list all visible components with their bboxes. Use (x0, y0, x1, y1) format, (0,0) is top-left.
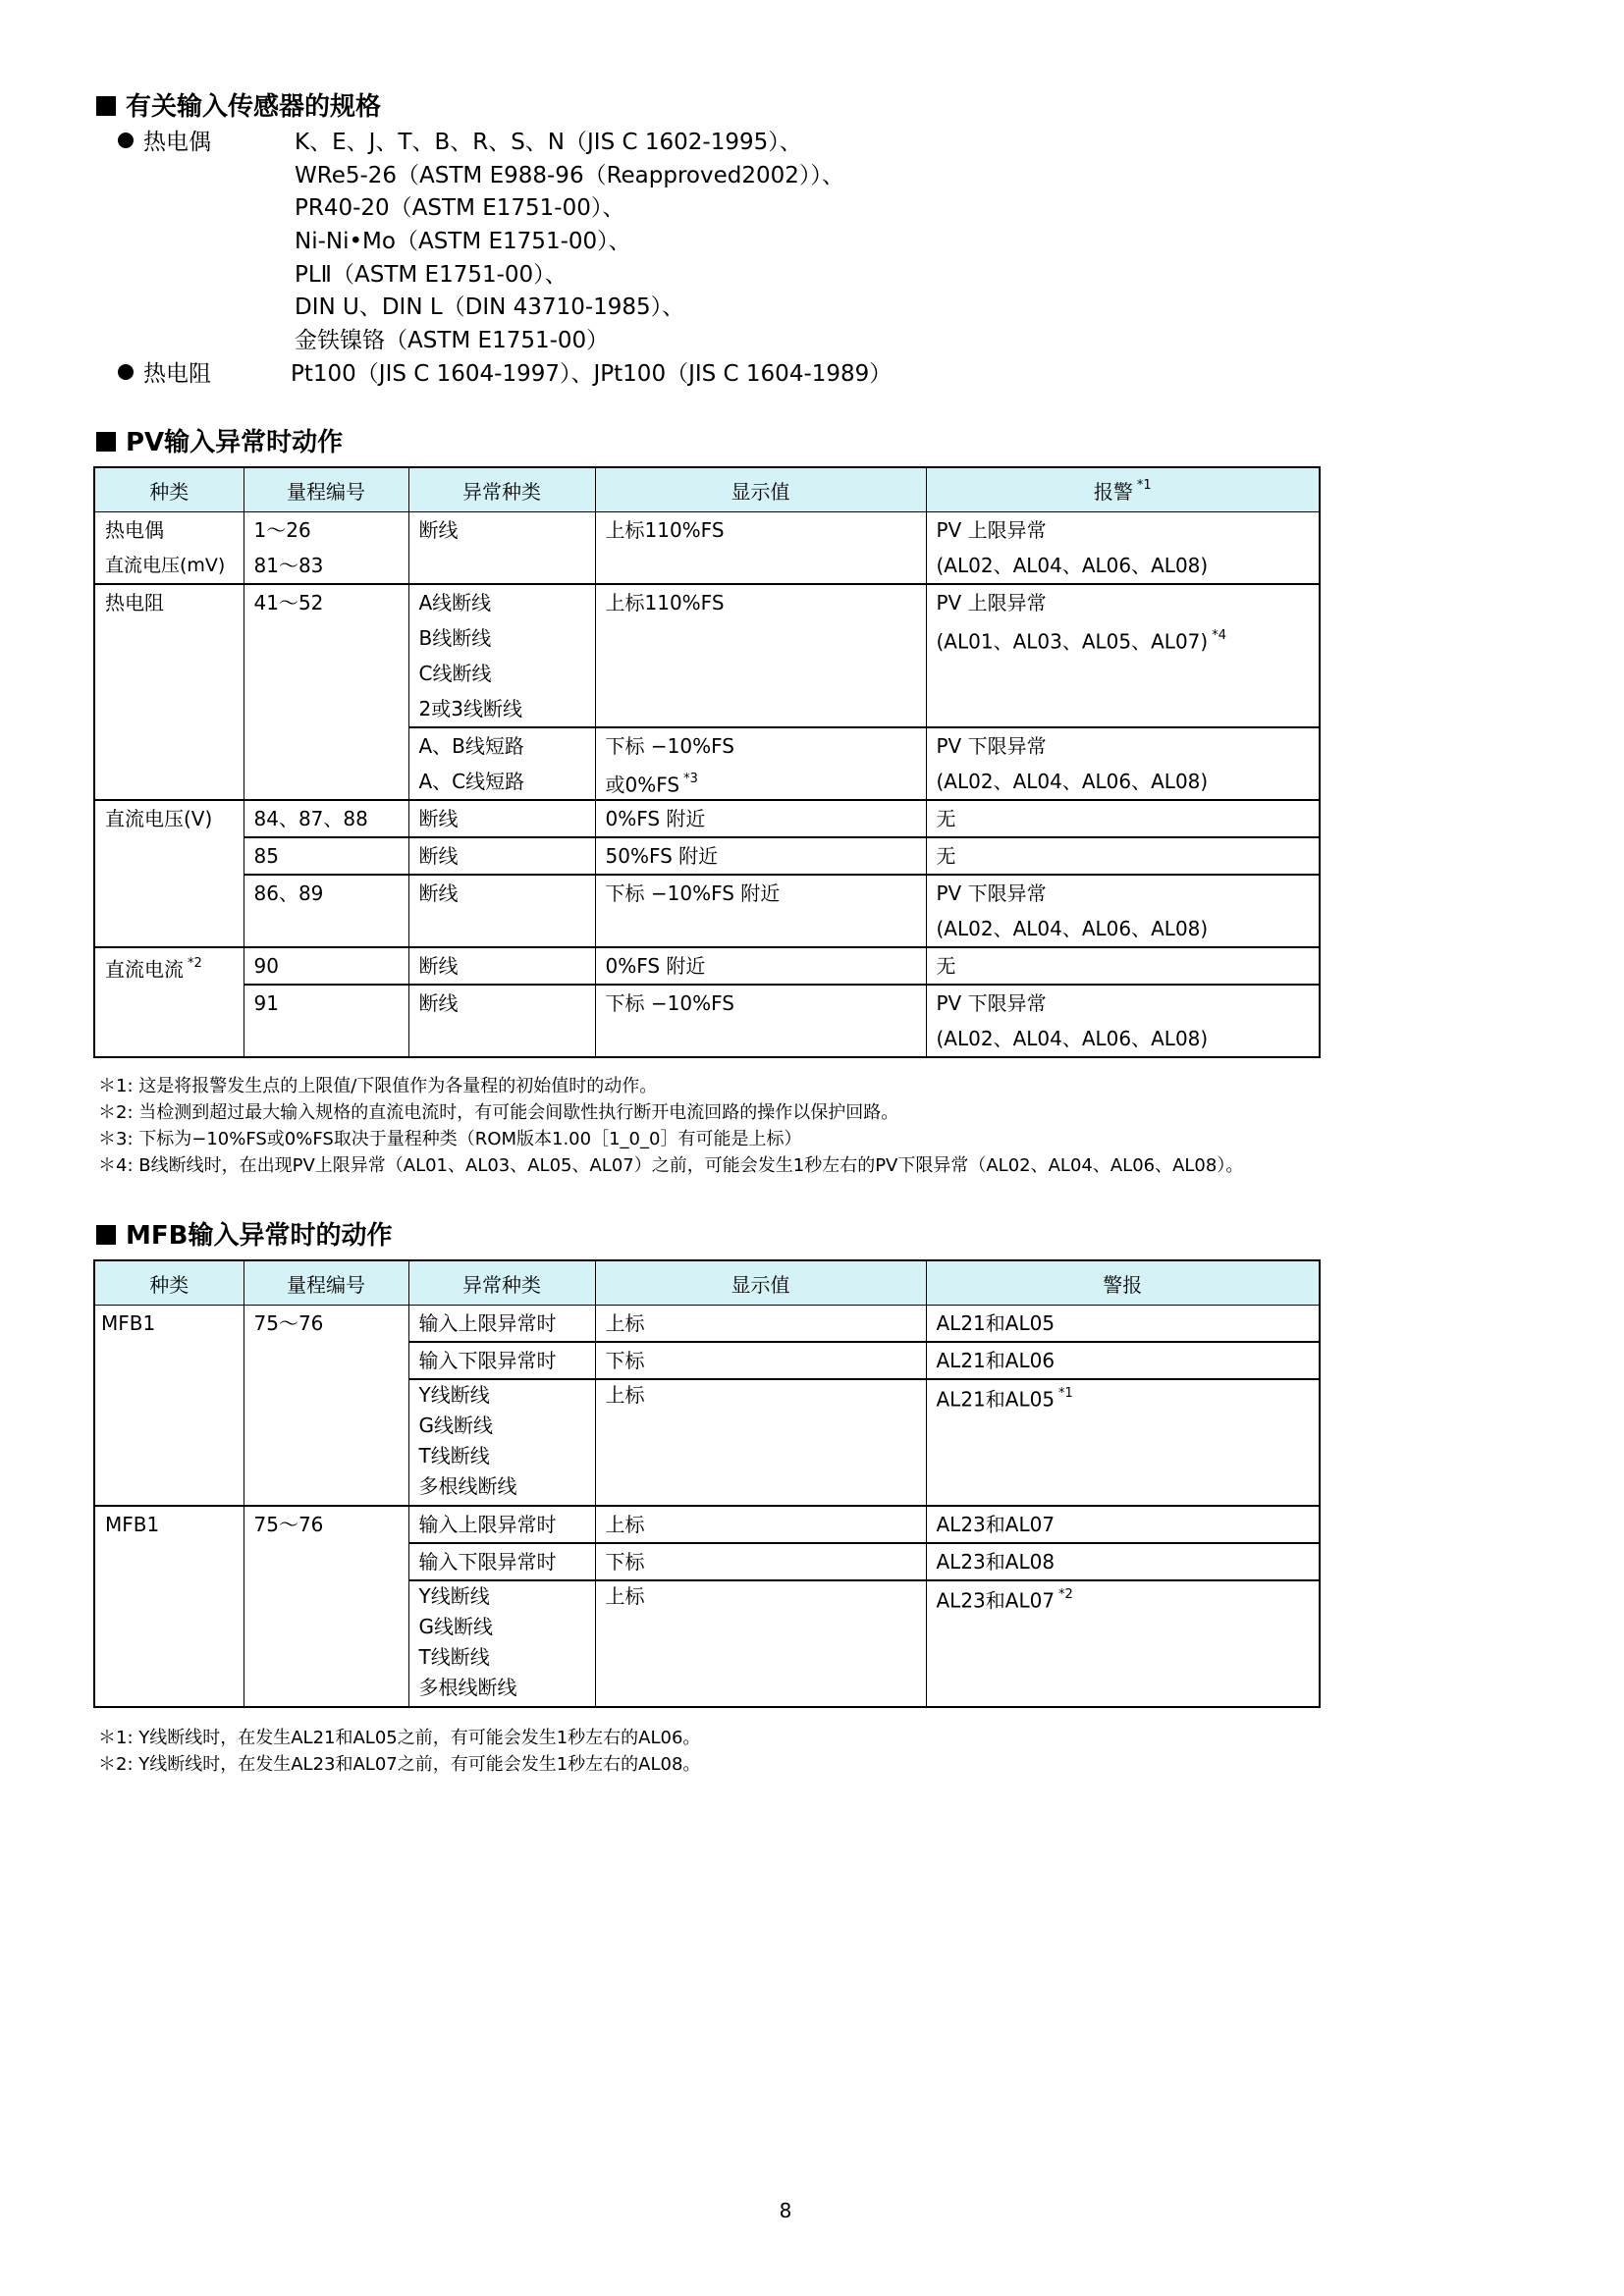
alarm-text: PV 下限异常 (936, 991, 1047, 1015)
display-text: 或0%FS (605, 773, 680, 797)
error-text: 多根线断线 (418, 1474, 517, 1498)
thermocouple-spec-line: Ni-Ni•Mo（ASTM E1751-00）、 (295, 229, 631, 254)
error-text: 输入上限异常时 (418, 1513, 557, 1536)
range-cell (244, 947, 408, 985)
alarm-cell (926, 1506, 1320, 1543)
mfb-error-table (93, 1259, 1321, 1708)
error-text: 输入下限异常时 (418, 1349, 557, 1372)
footnote: ＊1: 这是将报警发生点的上限值/下限值作为各量程的初始值时的动作。 (98, 1076, 658, 1096)
error-text: Y线断线 (418, 1584, 490, 1608)
type-cell (94, 947, 244, 1057)
display-text: 下标 −10%FS 附近 (605, 881, 781, 905)
alarm-text: AL23和AL07 (936, 1513, 1056, 1536)
error-cell (408, 1306, 595, 1343)
alarm-line (937, 620, 1310, 656)
type-text: MFB1 (105, 1513, 160, 1536)
range-cell (244, 584, 408, 800)
error-text: 输入上限异常时 (418, 1311, 557, 1335)
error-text: 输入下限异常时 (418, 1550, 557, 1574)
error-cell (408, 1379, 595, 1506)
type-text: 热电偶 (105, 518, 164, 542)
error-cell (408, 584, 595, 727)
alarm-text: PV 上限异常 (936, 591, 1047, 614)
alarm-text: PV 下限异常 (936, 734, 1047, 758)
square-bullet-icon (96, 96, 116, 116)
table-row (94, 1306, 1320, 1343)
table-row (94, 985, 1320, 1057)
square-bullet-icon (96, 432, 116, 452)
range-text: 1～26 (253, 518, 311, 542)
range-cell (244, 800, 408, 837)
type-text: 直流电流 (105, 957, 184, 982)
thermocouple-spec-line: K、E、J、T、B、R、S、N（JIS C 1602-1995）、 (295, 130, 802, 155)
square-bullet-icon (96, 1225, 116, 1245)
table-header-row (94, 467, 1320, 512)
footnote: ＊1: Y线断线时，在发生AL21和AL05之前，有可能会发生1秒左右的AL06。 (98, 1728, 701, 1748)
header-type: 种类 (94, 1260, 244, 1306)
note-mark: *1 (1136, 477, 1152, 493)
display-cell (595, 985, 926, 1057)
alarm-cell (926, 1580, 1320, 1707)
pv-table-title-text: PV输入异常时动作 (126, 428, 344, 457)
display-cell (595, 1506, 926, 1543)
note-mark: *2 (1058, 1587, 1073, 1602)
header-type: 种类 (94, 467, 244, 512)
display-cell (595, 584, 926, 727)
alarm-cell (926, 1379, 1320, 1506)
note-mark: *3 (683, 772, 698, 786)
alarm-text: AL23和AL08 (936, 1550, 1056, 1574)
type-cell (94, 584, 244, 800)
alarm-text: (AL01、AL03、AL05、AL07) (936, 629, 1209, 654)
table-row (94, 947, 1320, 985)
error-text: 2或3线断线 (418, 697, 522, 721)
error-cell (408, 727, 595, 800)
alarm-cell (926, 837, 1320, 875)
range-cell (244, 1506, 408, 1707)
range-cell (244, 837, 408, 875)
type-text: 热电阻 (105, 591, 164, 614)
alarm-text: (AL02、AL04、AL06、AL08) (936, 1027, 1209, 1050)
footnote: ＊4: B线断线时，在出现PV上限异常（AL01、AL03、AL05、AL07）之前，可能会发生1秒左右的PV下限异常（AL02、AL04、AL06、AL08）。 (98, 1155, 1244, 1176)
alarm-text: 无 (936, 954, 956, 978)
display-cell (595, 875, 926, 947)
alarm-text: PV 下限异常 (936, 881, 1047, 905)
thermocouple-label (118, 128, 211, 157)
rtd-label-text: 热电阻 (143, 361, 211, 387)
range-text: 41～52 (253, 591, 324, 614)
sensor-spec-title (96, 90, 381, 124)
sensor-spec-title-text: 有关输入传感器的规格 (126, 92, 382, 122)
display-text: 上标 (605, 1584, 645, 1608)
note-mark: *2 (188, 956, 202, 971)
type-cell (94, 1506, 244, 1707)
display-text: 上标110%FS (605, 518, 725, 542)
error-cell (408, 837, 595, 875)
display-cell (595, 512, 926, 585)
thermocouple-spec-line: PLⅡ（ASTM E1751-00）、 (295, 262, 568, 288)
thermocouple-spec-line: 金铁镍铬（ASTM E1751-00） (295, 328, 610, 353)
header-alarm-text: 报警 (1093, 479, 1133, 504)
display-text: 上标 (605, 1383, 645, 1407)
display-cell (595, 947, 926, 985)
type-text: 直流电压(mV) (105, 555, 226, 576)
display-line (606, 764, 916, 799)
table-row (94, 837, 1320, 875)
header-range: 量程编号 (244, 467, 408, 512)
alarm-text: AL21和AL05 (936, 1387, 1056, 1412)
error-text: 断线 (418, 518, 459, 542)
alarm-text: (AL02、AL04、AL06、AL08) (936, 770, 1209, 793)
alarm-cell (926, 875, 1320, 947)
note-mark: *4 (1212, 628, 1226, 643)
alarm-text: 无 (936, 844, 956, 868)
thermocouple-label-text: 热电偶 (143, 130, 211, 155)
error-cell (408, 985, 595, 1057)
error-text: C线断线 (418, 662, 492, 685)
error-cell (408, 875, 595, 947)
header-error: 异常种类 (408, 467, 595, 512)
error-cell (408, 512, 595, 585)
alarm-text: AL21和AL06 (936, 1349, 1056, 1372)
error-text: G线断线 (418, 1615, 493, 1638)
display-text: 上标 (605, 1513, 645, 1536)
type-text: 直流电压(V) (105, 807, 213, 830)
error-text: Y线断线 (418, 1383, 490, 1407)
alarm-line (937, 1380, 1310, 1411)
alarm-text: (AL02、AL04、AL06、AL08) (936, 917, 1209, 940)
error-text: 断线 (418, 807, 459, 830)
type-text: MFB1 (101, 1311, 156, 1335)
pv-table-title (96, 426, 343, 459)
display-text: 下标 (605, 1550, 645, 1574)
alarm-cell (926, 727, 1320, 800)
range-text: 75～76 (253, 1311, 324, 1335)
round-bullet-icon (118, 133, 134, 148)
alarm-cell (926, 985, 1320, 1057)
display-text: 上标 (605, 1311, 645, 1335)
header-error: 异常种类 (408, 1260, 595, 1306)
type-line (105, 948, 234, 984)
display-cell (595, 1580, 926, 1707)
display-text: 下标 −10%FS (605, 734, 734, 758)
table-row (94, 512, 1320, 585)
mfb-table-title-text: MFB输入异常时的动作 (126, 1221, 393, 1251)
mfb-table-title (96, 1219, 392, 1253)
range-cell (244, 512, 408, 585)
table-row (94, 1506, 1320, 1543)
range-text: 91 (253, 991, 279, 1015)
display-cell (595, 800, 926, 837)
alarm-cell (926, 800, 1320, 837)
round-bullet-icon (118, 364, 134, 380)
display-cell (595, 727, 926, 800)
alarm-cell (926, 1543, 1320, 1580)
error-cell (408, 1506, 595, 1543)
display-cell (595, 1342, 926, 1379)
error-text: 断线 (418, 954, 459, 978)
header-display: 显示值 (595, 467, 926, 512)
alarm-line (937, 1581, 1310, 1612)
display-text: 下标 −10%FS (605, 991, 734, 1015)
error-text: 断线 (418, 881, 459, 905)
table-row (94, 584, 1320, 727)
display-text: 上标110%FS (605, 591, 725, 614)
error-text: A、C线短路 (418, 770, 525, 793)
alarm-text: PV 上限异常 (936, 518, 1047, 542)
display-cell (595, 1306, 926, 1343)
alarm-text: AL21和AL05 (936, 1311, 1056, 1335)
alarm-cell (926, 1342, 1320, 1379)
range-text: 75～76 (253, 1513, 324, 1536)
error-text: G线断线 (418, 1414, 493, 1437)
alarm-text: AL23和AL07 (936, 1588, 1056, 1613)
range-text: 81～83 (253, 554, 324, 577)
display-text: 50%FS 附近 (605, 844, 719, 868)
footnote: ＊2: 当检测到超过最大输入规格的直流电流时，有可能会间歇性执行断开电流回路的操作以保护回路。 (98, 1102, 899, 1123)
error-text: 断线 (418, 991, 459, 1015)
note-mark: *1 (1058, 1386, 1073, 1401)
range-text: 84、87、88 (253, 807, 368, 830)
thermocouple-spec-line: DIN U、DIN L（DIN 43710-1985）、 (295, 294, 685, 320)
error-cell (408, 1543, 595, 1580)
header-display: 显示值 (595, 1260, 926, 1306)
header-alarm: 警报 (926, 1260, 1320, 1306)
error-text: T线断线 (418, 1645, 490, 1669)
display-cell (595, 1543, 926, 1580)
error-cell (408, 800, 595, 837)
error-text: T线断线 (418, 1444, 490, 1468)
error-cell (408, 1580, 595, 1707)
display-cell (595, 1379, 926, 1506)
alarm-cell (926, 947, 1320, 985)
display-text: 0%FS 附近 (605, 807, 706, 830)
alarm-text: (AL02、AL04、AL06、AL08) (936, 554, 1209, 577)
footnote: ＊3: 下标为−10%FS或0%FS取决于量程种类（ROM版本1.00［1_0_0］有可能是上标） (98, 1129, 802, 1149)
alarm-text: 无 (936, 807, 956, 830)
rtd-label (118, 359, 211, 389)
range-text: 90 (253, 954, 279, 978)
table-row (94, 875, 1320, 947)
error-cell (408, 1342, 595, 1379)
error-cell (408, 947, 595, 985)
error-text: 多根线断线 (418, 1676, 517, 1699)
alarm-cell (926, 512, 1320, 585)
range-cell (244, 1306, 408, 1507)
table-row (94, 800, 1320, 837)
thermocouple-spec-line: WRe5-26（ASTM E988-96（Reapproved2002））、 (295, 163, 844, 188)
error-text: B线断线 (418, 626, 492, 650)
alarm-cell (926, 584, 1320, 727)
range-text: 86、89 (253, 881, 324, 905)
thermocouple-spec-line: PR40-20（ASTM E1751-00）、 (295, 195, 625, 221)
pv-error-table (93, 466, 1321, 1058)
rtd-spec-line: Pt100（JIS C 1604-1997）、JPt100（JIS C 1604-1989） (291, 361, 893, 387)
error-text: A、B线短路 (418, 734, 524, 758)
error-text: 断线 (418, 844, 459, 868)
header-alarm (926, 467, 1320, 512)
display-cell (595, 837, 926, 875)
page-number: 8 (779, 2199, 792, 2222)
error-text: A线断线 (418, 591, 492, 614)
type-cell (94, 512, 244, 585)
alarm-cell (926, 1306, 1320, 1343)
display-text: 0%FS 附近 (605, 954, 706, 978)
range-text: 85 (253, 844, 279, 868)
table-header-row (94, 1260, 1320, 1306)
range-cell (244, 875, 408, 947)
footnote: ＊2: Y线断线时，在发生AL23和AL07之前，有可能会发生1秒左右的AL08。 (98, 1754, 701, 1775)
type-cell (94, 800, 244, 947)
range-cell (244, 985, 408, 1057)
header-range: 量程编号 (244, 1260, 408, 1306)
display-text: 下标 (605, 1349, 645, 1372)
type-cell (94, 1306, 244, 1507)
